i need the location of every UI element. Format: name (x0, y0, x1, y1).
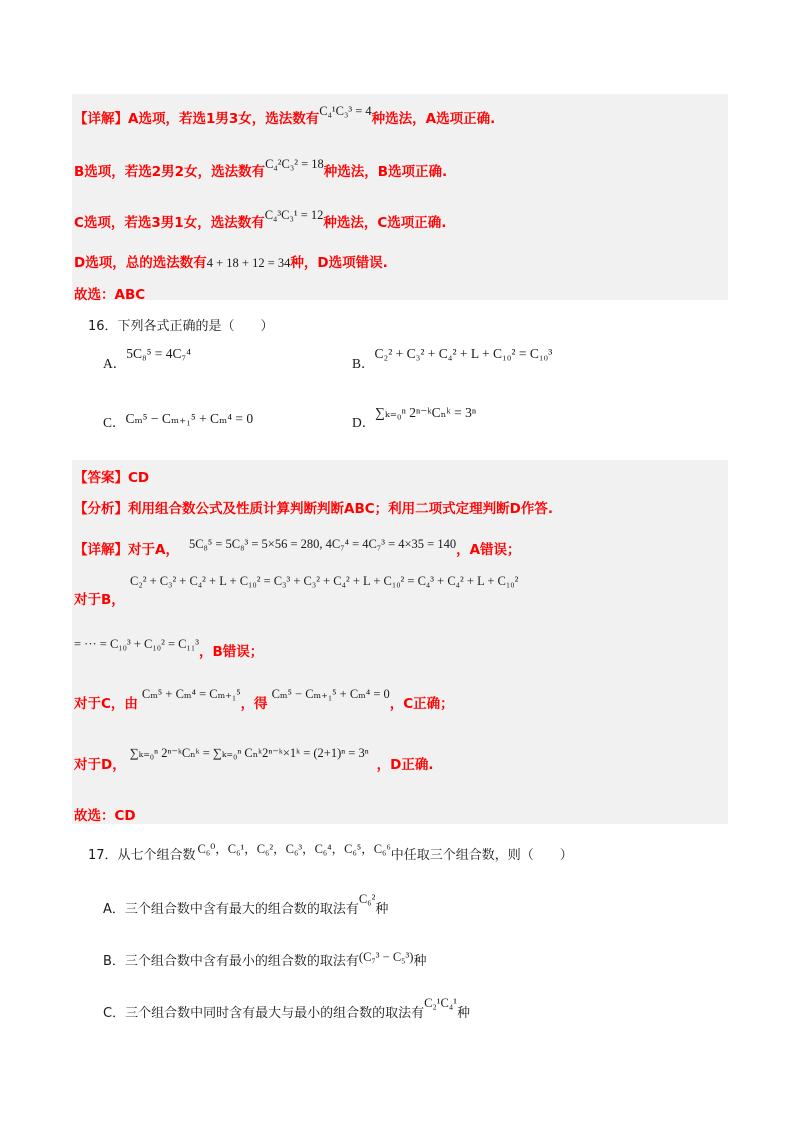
detail-16-d-text: 对于D， (74, 757, 126, 773)
detail-16-a (74, 538, 521, 558)
detail-line-a-tail: 种选法，A选项正确. (371, 111, 496, 127)
detail-16-c-tail: ，C正确； (389, 696, 454, 712)
detail-line-a-text: 【详解】A选项，若选1男3女，选法数有 (74, 111, 320, 127)
q17-option-b-text: B．三个组合数中含有最小的组合数的取法有 (103, 954, 359, 969)
question-16-stem: 16．下列各式正确的是（ ） (88, 319, 274, 334)
option-d-label: D． (352, 415, 376, 430)
detail-line-c-tail: 种选法，C选项正确. (323, 215, 447, 231)
detail-16-d-formula: ∑ₖ₌₀ⁿ 2ⁿ⁻ᵏCₙᵏ = ∑ₖ₌₀ⁿ Cₙᵏ2ⁿ⁻ᵏ×1ᵏ = (2+1)ⁿ = 3ⁿ (129, 746, 369, 760)
question-17-option-b (103, 950, 426, 969)
option-b-label: B． (352, 356, 375, 371)
question-17-stem-tail: 中任取三个组合数，则（ ） (390, 848, 573, 863)
detail-16-b2-formula: = ··· = C₁₀³ + C₁₀² = C₁₁³ (74, 637, 199, 651)
detail-line-c (74, 208, 447, 231)
q17-option-c-text: C．三个组合数中同时含有最大与最小的组合数的取法有 (103, 1006, 425, 1021)
option-c-label: C． (103, 415, 126, 430)
detail-16-a-formula: 5C₈⁵ = 5C₈³ = 5×56 = 280, 4C₇⁴ = 4C₇³ = 4×35 = 140 (188, 537, 457, 551)
answer-line-15: 故选：ABC (74, 287, 146, 303)
q17-option-a-text: A．三个组合数中含有最大的组合数的取法有 (103, 902, 359, 917)
question-16-option-b (352, 346, 553, 372)
option-d-formula: ∑ₖ₌₀ⁿ 2ⁿ⁻ᵏCₙᵏ = 3ⁿ (375, 405, 477, 420)
q17-option-a-tail: 种 (375, 902, 389, 917)
detail-line-c-text: C选项，若选3男1女，选法数有 (74, 215, 265, 231)
answer-line-16: 【答案】CD (74, 470, 150, 486)
detail-line-d (74, 251, 388, 271)
detail-16-c-mid: ，得 (240, 696, 268, 712)
question-17-stem (88, 844, 573, 863)
detail-16-b-label: 对于B， (74, 592, 125, 608)
question-17-stem-text: 17．从七个组合数 (88, 848, 196, 863)
option-c-formula: Cₘ⁵ − Cₘ₊₁⁵ + Cₘ⁴ = 0 (125, 411, 254, 426)
detail-line-d-text: D选项，总的选法数有 (74, 255, 207, 271)
detail-16-d-tail: ，D正确. (376, 757, 434, 773)
detail-line-b (74, 157, 448, 180)
detail-line-b-text: B选项，若选2男2女，选法数有 (74, 164, 266, 180)
question-17-formula: C₆⁰，C₆¹，C₆²，C₆³，C₆⁴，C₆⁵，C₆⁶ (197, 842, 391, 856)
option-a-label: A． (103, 356, 127, 371)
detail-16-b2-tail: ，B错误； (198, 644, 264, 660)
question-16-option-c (103, 411, 253, 431)
detail-line-b-tail: 种选法，B选项正确. (323, 164, 448, 180)
detail-16-c-formula-1: Cₘ⁵ + Cₘ⁴ = Cₘ₊₁⁵ (141, 687, 241, 701)
q17-option-c-tail: 种 (456, 1006, 470, 1021)
option-a-formula: 5C₈⁵ = 4C₇⁴ (126, 346, 191, 361)
detail-16-c (74, 687, 454, 712)
q17-option-c-formula: C₂¹C₄¹ (424, 996, 457, 1010)
detail-line-a (74, 104, 496, 127)
question-17-option-c (103, 996, 470, 1021)
analysis-line-16: 【分析】利用组合数公式及性质计算判断判断ABC；利用二项式定理判断D作答. (74, 501, 553, 517)
detail-16-a-tail: ，A错误； (456, 542, 521, 558)
q17-option-a-formula: C₆² (358, 892, 376, 906)
q17-option-b-tail: 种 (413, 954, 427, 969)
final-answer-16: 故选：CD (74, 808, 136, 824)
detail-16-b-line2 (74, 637, 264, 660)
detail-line-c-formula: C₄³C₃¹ = 12 (264, 208, 324, 222)
option-b-formula: C₂² + C₃² + C₄² + L + C₁₀² = C₁₀³ (374, 346, 553, 361)
detail-16-c-formula-2: Cₘ⁵ − Cₘ₊₁⁵ + Cₘ⁴ = 0 (271, 687, 390, 701)
detail-line-d-tail: 种，D选项错误. (290, 255, 388, 271)
detail-16-d (74, 746, 434, 773)
question-17-option-a (103, 892, 389, 917)
detail-line-b-formula: C₄²C₃² = 18 (265, 157, 324, 171)
question-16-option-a (103, 346, 191, 372)
detail-line-a-formula: C₄¹C₃³ = 4 (319, 104, 372, 118)
question-16-option-d (352, 405, 477, 431)
q17-option-b-formula: (C₇³ − C₅³) (358, 950, 414, 964)
detail-16-b-formula: C₂² + C₃² + C₄² + L + C₁₀² = C₃³ + C₃² + C₄² + L + C₁₀² = C₄³ + C₄² + L + C₁₀² (130, 574, 519, 588)
detail-16-c-text: 对于C，由 (74, 696, 138, 712)
detail-16-a-text: 【详解】对于A， (74, 542, 179, 558)
detail-line-d-formula: 4 + 18 + 12 = 34 (206, 256, 291, 270)
